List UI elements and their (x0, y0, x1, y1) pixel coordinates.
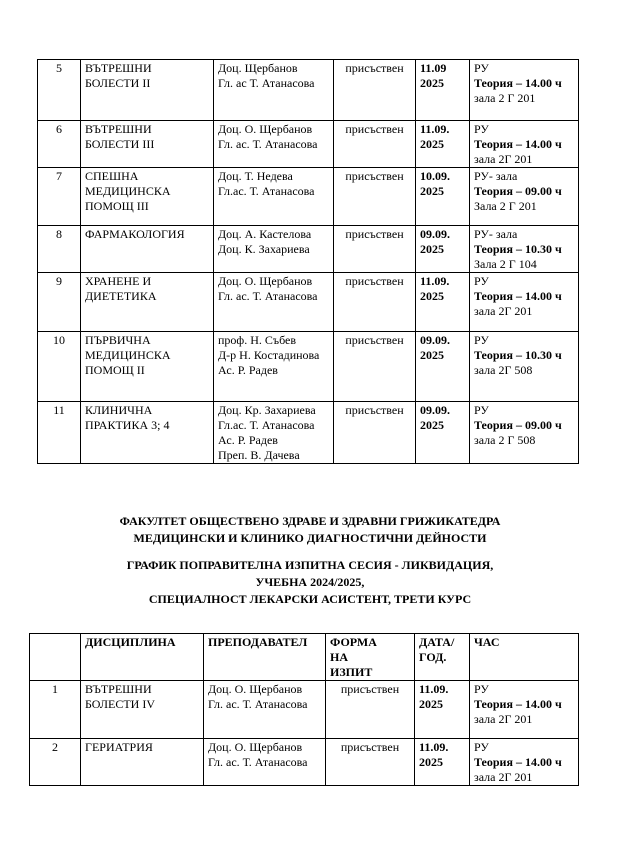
exam-form-cell: присъствен (334, 168, 416, 226)
teacher-cell (214, 273, 334, 332)
teacher-cell-line: Ас. Р. Радев (218, 433, 278, 447)
header-hour: ЧАС (470, 634, 579, 681)
date-cell-line: 2025 (420, 137, 444, 151)
teacher-cell-line: Гл. ас. Т. Атанасова (218, 137, 318, 151)
exam-form-cell: присъствен (334, 226, 416, 273)
table-row (38, 121, 579, 168)
date-cell (416, 168, 470, 226)
discipline-cell-line: ХРАНЕНЕ И (85, 274, 152, 288)
table-row (30, 681, 579, 739)
header-form-line: ФОРМА (330, 635, 377, 649)
row-number: 8 (38, 226, 81, 273)
schedule-heading-line2: УЧЕБНА 2024/2025, (255, 575, 365, 589)
discipline-cell-line: БОЛЕСТИ II (85, 76, 151, 90)
hour-cell-line: Теория – 14.00 ч (474, 289, 562, 303)
discipline-cell-line: ФАРМАКОЛОГИЯ (85, 227, 185, 241)
discipline-cell-line: СПЕШНА (85, 169, 139, 183)
teacher-cell-line: Доц. О. Щербанов (218, 122, 313, 136)
third-year-exam-schedule-table (29, 633, 579, 786)
hour-cell (470, 332, 579, 402)
hour-cell-line: Теория – 14.00 ч (474, 755, 562, 769)
teacher-cell-line: Доц. А. Кастелова (218, 227, 312, 241)
date-cell (416, 226, 470, 273)
discipline-cell-line: ВЪТРЕШНИ (85, 682, 152, 696)
table-row (38, 402, 579, 464)
hour-cell-line: Теория – 14.00 ч (474, 697, 562, 711)
discipline-cell-line: ПОМОЩ II (85, 363, 145, 377)
date-cell-line: 2025 (420, 242, 444, 256)
table-row (38, 226, 579, 273)
teacher-cell-line: Ас. Р. Радев (218, 363, 278, 377)
date-cell-line: 11.09 (420, 61, 447, 75)
row-number: 1 (30, 681, 81, 739)
date-cell-line: 2025 (419, 697, 443, 711)
hour-cell-line: Теория – 10.30 ч (474, 348, 562, 362)
date-cell-line: 2025 (420, 289, 444, 303)
date-cell (416, 60, 470, 121)
schedule-heading (60, 557, 560, 608)
hour-cell-line: РУ (474, 333, 489, 347)
teacher-cell (214, 332, 334, 402)
exam-form-cell: присъствен (326, 681, 415, 739)
hour-cell-line: РУ (474, 61, 489, 75)
header-form (326, 634, 415, 681)
header-num (30, 634, 81, 681)
header-discipline: ДИСЦИПЛИНА (81, 634, 204, 681)
discipline-cell-line: ВЪТРЕШНИ (85, 61, 152, 75)
hour-cell-line: РУ (474, 682, 489, 696)
discipline-cell (81, 168, 214, 226)
header-date-line: ДАТА/ (419, 635, 455, 649)
date-cell-line: 2025 (419, 755, 443, 769)
faculty-heading-line1: ФАКУЛТЕТ ОБЩЕСТВЕНО ЗДРАВЕ И ЗДРАВНИ ГРИЖИКАТЕДРА (119, 514, 501, 528)
hour-cell-line: зала 2 Г 508 (474, 433, 536, 447)
table-row (38, 168, 579, 226)
exam-form-cell: присъствен (334, 332, 416, 402)
teacher-cell-line: Доц. О. Щербанов (208, 682, 303, 696)
row-number: 9 (38, 273, 81, 332)
date-cell (415, 681, 470, 739)
hour-cell-line: зала 2Г 201 (474, 152, 533, 166)
date-cell-line: 11.09. (420, 274, 450, 288)
table-row (38, 332, 579, 402)
date-cell (416, 332, 470, 402)
hour-cell (470, 168, 579, 226)
teacher-cell (204, 739, 326, 786)
hour-cell (470, 681, 579, 739)
date-cell (416, 121, 470, 168)
teacher-cell-line: Гл.ас. Т. Атанасова (218, 418, 315, 432)
teacher-cell-line: Доц. К. Захариева (218, 242, 310, 256)
date-cell-line: 09.09. (420, 333, 450, 347)
header-row (30, 634, 579, 681)
teacher-cell-line: Доц. Щербанов (218, 61, 298, 75)
teacher-cell (214, 60, 334, 121)
date-cell-line: 2025 (420, 348, 444, 362)
hour-cell-line: РУ- зала (474, 169, 518, 183)
row-number: 2 (30, 739, 81, 786)
header-date (415, 634, 470, 681)
discipline-cell-line: ВЪТРЕШНИ (85, 122, 152, 136)
table-row (38, 273, 579, 332)
teacher-cell-line: Гл.ас. Т. Атанасова (218, 184, 315, 198)
schedule-heading-line1: ГРАФИК ПОПРАВИТЕЛНА ИЗПИТНА СЕСИЯ - ЛИКВИДАЦИЯ, (126, 558, 494, 572)
discipline-cell-line: ПОМОЩ III (85, 199, 149, 213)
hour-cell-line: Зала 2 Г 201 (474, 199, 537, 213)
date-cell-line: 2025 (420, 184, 444, 198)
exam-form-cell: присъствен (334, 121, 416, 168)
hour-cell-line: зала 2 Г 201 (474, 91, 536, 105)
hour-cell-line: Теория – 09.00 ч (474, 184, 562, 198)
discipline-cell (81, 226, 214, 273)
hour-cell (470, 402, 579, 464)
teacher-cell-line: проф. Н. Събев (218, 333, 297, 347)
row-number: 6 (38, 121, 81, 168)
hour-cell (470, 121, 579, 168)
hour-cell-line: РУ (474, 403, 489, 417)
date-cell-line: 2025 (420, 76, 444, 90)
hour-cell (470, 739, 579, 786)
row-number: 10 (38, 332, 81, 402)
faculty-heading-line2: МЕДИЦИНСКИ И КЛИНИКО ДИАГНОСТИЧНИ ДЕЙНОСТИ (133, 531, 487, 545)
hour-cell-line: Зала 2 Г 104 (474, 257, 537, 271)
hour-cell-line: Теория – 14.00 ч (474, 137, 562, 151)
hour-cell-line: РУ (474, 740, 489, 754)
teacher-cell (214, 226, 334, 273)
hour-cell-line: РУ- зала (474, 227, 518, 241)
discipline-cell-line: ГЕРИАТРИЯ (85, 740, 153, 754)
row-number: 7 (38, 168, 81, 226)
teacher-cell-line: Гл. ас. Т. Атанасова (208, 697, 308, 711)
teacher-cell (214, 402, 334, 464)
teacher-cell-line: Доц. Т. Недева (218, 169, 293, 183)
faculty-heading (60, 513, 560, 547)
teacher-cell-line: Доц. О. Щербанов (218, 274, 313, 288)
discipline-cell-line: ПЪРВИЧНА (85, 333, 151, 347)
header-teacher: ПРЕПОДАВАТЕЛ (204, 634, 326, 681)
discipline-cell-line: БОЛЕСТИ IV (85, 697, 156, 711)
date-cell-line: 11.09. (419, 740, 449, 754)
header-form-line: НА (330, 650, 348, 664)
discipline-cell (81, 60, 214, 121)
hour-cell (470, 273, 579, 332)
teacher-cell (214, 121, 334, 168)
hour-cell (470, 226, 579, 273)
teacher-cell-line: Доц. Кр. Захариева (218, 403, 316, 417)
hour-cell-line: зала 2Г 508 (474, 363, 533, 377)
header-form-line: ИЗПИТ (330, 665, 373, 679)
row-number: 5 (38, 60, 81, 121)
date-cell-line: 11.09. (420, 122, 450, 136)
discipline-cell-line: КЛИНИЧНА (85, 403, 153, 417)
date-cell-line: 09.09. (420, 227, 450, 241)
teacher-cell-line: Гл. ас Т. Атанасова (218, 76, 315, 90)
table-row (30, 739, 579, 786)
teacher-cell-line: Преп. В. Дачева (218, 448, 300, 462)
date-cell (416, 273, 470, 332)
date-cell-line: 09.09. (420, 403, 450, 417)
discipline-cell-line: ДИЕТЕТИКА (85, 289, 157, 303)
teacher-cell-line: Гл. ас. Т. Атанасова (208, 755, 308, 769)
discipline-cell-line: ПРАКТИКА 3; 4 (85, 418, 170, 432)
hour-cell-line: Теория – 14.00 ч (474, 76, 562, 90)
date-cell (415, 739, 470, 786)
teacher-cell-line: Д-р Н. Костадинова (218, 348, 320, 362)
discipline-cell (81, 681, 204, 739)
discipline-cell (81, 332, 214, 402)
teacher-cell-line: Гл. ас. Т. Атанасова (218, 289, 318, 303)
date-cell-line: 10.09. (420, 169, 450, 183)
hour-cell-line: Теория – 09.00 ч (474, 418, 562, 432)
header-date-line: ГОД. (419, 650, 447, 664)
hour-cell-line: РУ (474, 274, 489, 288)
hour-cell-line: РУ (474, 122, 489, 136)
row-number: 11 (38, 402, 81, 464)
exam-form-cell: присъствен (334, 60, 416, 121)
teacher-cell (204, 681, 326, 739)
hour-cell (470, 60, 579, 121)
table-row (38, 60, 579, 121)
hour-cell-line: зала 2Г 201 (474, 712, 533, 726)
schedule-heading-line3: СПЕЦИАЛНОСТ ЛЕКАРСКИ АСИСТЕНТ, ТРЕТИ КУРС (148, 592, 472, 606)
teacher-cell (214, 168, 334, 226)
exam-form-cell: присъствен (334, 402, 416, 464)
discipline-cell (81, 402, 214, 464)
discipline-cell (81, 739, 204, 786)
date-cell-line: 2025 (420, 418, 444, 432)
exam-form-cell: присъствен (326, 739, 415, 786)
hour-cell-line: зала 2Г 201 (474, 304, 533, 318)
exam-form-cell: присъствен (334, 273, 416, 332)
discipline-cell (81, 273, 214, 332)
discipline-cell-line: МЕДИЦИНСКА (85, 348, 171, 362)
discipline-cell-line: МЕДИЦИНСКА (85, 184, 171, 198)
date-cell (416, 402, 470, 464)
hour-cell-line: Теория – 10.30 ч (474, 242, 562, 256)
hour-cell-line: зала 2Г 201 (474, 770, 533, 784)
discipline-cell-line: БОЛЕСТИ III (85, 137, 155, 151)
discipline-cell (81, 121, 214, 168)
date-cell-line: 11.09. (419, 682, 449, 696)
exam-schedule-table-continued (37, 59, 579, 464)
teacher-cell-line: Доц. О. Щербанов (208, 740, 303, 754)
